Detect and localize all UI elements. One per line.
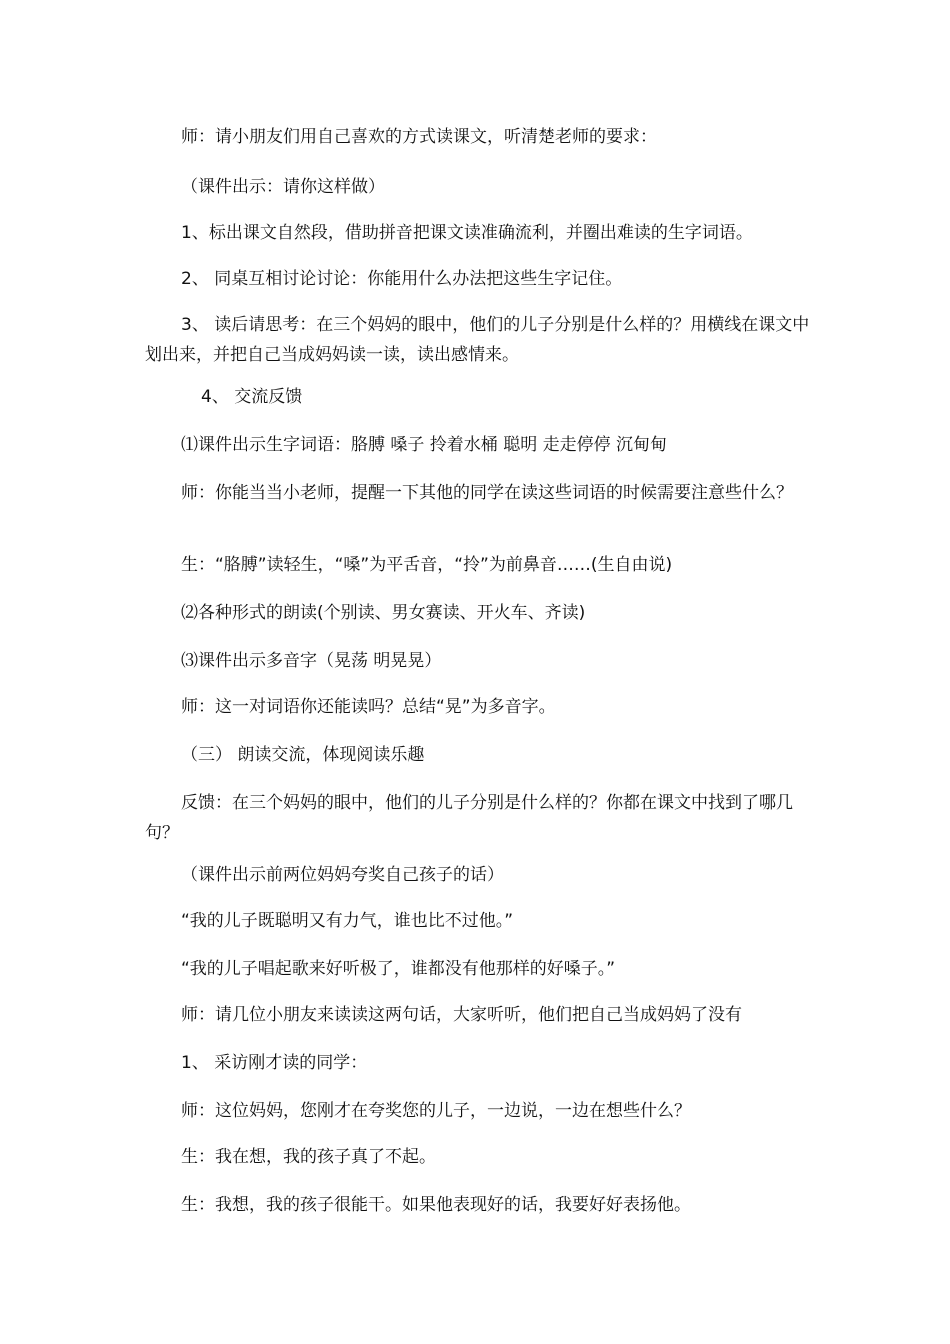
paragraph: 生：我在想，我的孩子真了不起。 bbox=[181, 1147, 436, 1167]
paragraph: 反馈：在三个妈妈的眼中，他们的儿子分别是什么样的？你都在课文中找到了哪几句？ bbox=[145, 793, 793, 843]
paragraph: ⑶课件出示多音字（晃荡 明晃晃） bbox=[181, 651, 442, 671]
paragraph: 师：这一对词语你还能读吗？总结“晃”为多音字。 bbox=[181, 697, 556, 717]
paragraph: 2、 同桌互相讨论讨论：你能用什么办法把这些生字记住。 bbox=[181, 269, 623, 289]
paragraph: 师：你能当当小老师，提醒一下其他的同学在读这些词语的时候需要注意些什么？ bbox=[181, 483, 793, 503]
paragraph: ⑴课件出示生字词语：胳膊 嗓子 拎着水桶 聪明 走走停停 沉甸甸 bbox=[181, 435, 668, 455]
paragraph: 3、 读后请思考：在三个妈妈的眼中，他们的儿子分别是什么样的？用横线在课文中划出来，并把自己当成妈妈读一读，读出感情来。 bbox=[145, 315, 810, 365]
paragraph: 生：“胳膊”读轻生，“嗓”为平舌音，“拎”为前鼻音……(生自由说) bbox=[181, 555, 673, 575]
quote: “我的儿子既聪明又有力气，谁也比不过他。” bbox=[181, 911, 514, 931]
paragraph: （课件出示：请你这样做） bbox=[181, 177, 385, 197]
paragraph: ⑵各种形式的朗读(个别读、男女赛读、开火车、齐读) bbox=[181, 603, 586, 623]
paragraph: （课件出示前两位妈妈夸奖自己孩子的话） bbox=[181, 865, 504, 885]
quote: “我的儿子唱起歌来好听极了，谁都没有他那样的好嗓子。” bbox=[181, 959, 616, 979]
paragraph: 师：请小朋友们用自己喜欢的方式读课文，听清楚老师的要求： bbox=[181, 127, 657, 147]
paragraph: 生：我想，我的孩子很能干。如果他表现好的话，我要好好表扬他。 bbox=[181, 1195, 691, 1215]
paragraph: 师：请几位小朋友来读读这两句话，大家听听，他们把自己当成妈妈了没有 bbox=[181, 1005, 742, 1025]
paragraph: 1、 采访刚才读的同学： bbox=[181, 1053, 368, 1073]
section-heading: （三） 朗读交流，体现阅读乐趣 bbox=[181, 745, 425, 765]
paragraph: 师：这位妈妈，您刚才在夸奖您的儿子，一边说，一边在想些什么？ bbox=[181, 1101, 691, 1121]
paragraph: 1、标出课文自然段，借助拼音把课文读准确流利，并圈出难读的生字词语。 bbox=[181, 223, 753, 243]
paragraph: 4、 交流反馈 bbox=[201, 387, 303, 407]
